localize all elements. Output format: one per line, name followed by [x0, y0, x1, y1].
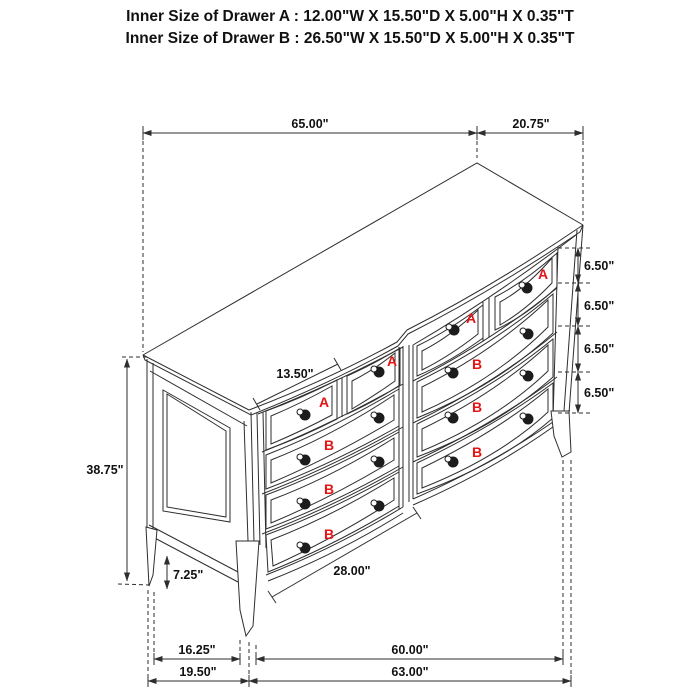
knob [520, 370, 533, 381]
label-drawer-a: A [386, 353, 398, 369]
label-drawer-b: B [323, 437, 335, 453]
dim-label-drawer-height-4: 6.50" [584, 386, 615, 400]
knob [520, 413, 533, 424]
knob [297, 498, 310, 509]
knob [445, 456, 458, 467]
knob [297, 542, 310, 553]
drawer-b-spec: Inner Size of Drawer B : 26.50"W X 15.50"D X 5.00"H X 0.35"T [125, 30, 575, 47]
label-drawer-b: B [471, 399, 483, 415]
front-right-leg [551, 411, 571, 457]
front-left-leg [236, 541, 259, 636]
dimension-annotations [86, 117, 614, 687]
dim-label-side-depth: 19.50" [179, 665, 217, 679]
dim-drawer-b-width [268, 507, 421, 603]
drawer-type-labels [319, 266, 548, 542]
dim-label-drawer-a-width: 13.50" [276, 367, 314, 381]
dim-label-overall-height: 38.75" [86, 463, 124, 477]
knob [371, 456, 384, 467]
label-drawer-b: B [471, 356, 483, 372]
dresser-top [143, 163, 583, 415]
dim-label-top-depth: 20.75" [512, 117, 550, 131]
knob [297, 454, 310, 465]
dim-label-front-width: 60.00" [391, 643, 429, 657]
dim-overall-height [86, 357, 152, 585]
knob [297, 409, 310, 420]
label-drawer-b: B [471, 444, 483, 460]
dim-label-leg-inner-spacing: 16.25" [178, 643, 216, 657]
knob [371, 412, 384, 423]
knob [445, 412, 458, 423]
label-drawer-a: A [537, 266, 549, 282]
side-panel [147, 359, 248, 582]
knob [371, 500, 384, 511]
dim-label-drawer-height-2: 6.50" [584, 299, 615, 313]
dim-label-top-width: 65.00" [291, 117, 329, 131]
back-left-leg [146, 527, 157, 586]
dim-label-drawer-height-1: 6.50" [584, 259, 615, 273]
knob [446, 324, 459, 335]
label-drawer-b: B [323, 481, 335, 497]
legs [146, 411, 571, 636]
knob [371, 366, 384, 377]
dim-label-drawer-b-width: 28.00" [333, 564, 371, 578]
front-left-stile [251, 412, 266, 548]
label-drawer-a: A [465, 310, 477, 326]
center-stile [399, 345, 413, 509]
label-drawer-b: B [323, 526, 335, 542]
label-drawer-a: A [318, 394, 330, 410]
drawer-a-spec: Inner Size of Drawer A : 12.00"W X 15.50"D X 5.00"H X 0.35"T [126, 8, 574, 25]
knob [519, 282, 532, 293]
dim-drawer-heights [558, 248, 614, 413]
knob [520, 328, 533, 339]
knob [445, 367, 458, 378]
dim-label-drawer-height-3: 6.50" [584, 342, 615, 356]
dim-label-overall-width: 63.00" [391, 665, 429, 679]
dim-label-leg-height: 7.25" [173, 568, 204, 582]
